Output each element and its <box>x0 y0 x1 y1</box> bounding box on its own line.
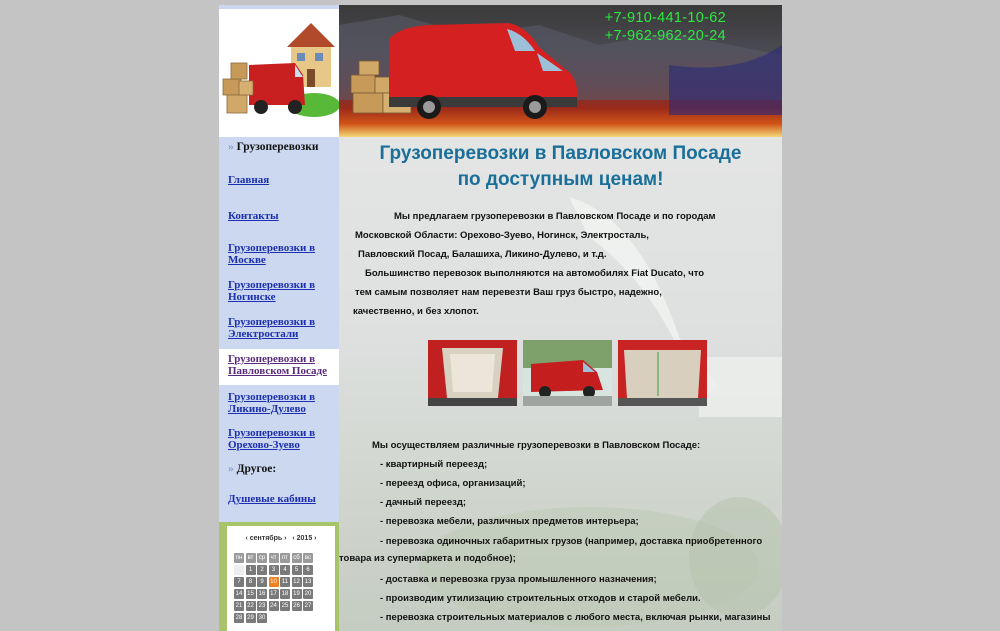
sidebar-link-orekhovo-zuevo[interactable]: Грузоперевозки в Орехово-Зуево <box>228 427 316 451</box>
intro-line-2: Московской Области: Орехово-Зуево, Ногинск, Электросталь, <box>355 230 649 241</box>
calendar-day[interactable]: 4 <box>280 565 290 575</box>
calendar-day[interactable]: 21 <box>235 603 243 609</box>
prev-month-icon[interactable]: ‹ <box>245 535 248 542</box>
calendar-weekday: вт <box>246 553 256 563</box>
intro-line-3: Павловский Посад, Балашиха, Ликино-Дулево, и т.д. <box>358 249 607 260</box>
logo-image[interactable] <box>219 5 339 137</box>
calendar-day[interactable]: 2 <box>257 565 267 575</box>
sidebar-nav <box>219 137 339 522</box>
calendar-day[interactable]: 30 <box>258 615 266 621</box>
intro-line-5: тем самым позволяет нам перевезти Ваш груз быстро, надежно, <box>355 287 662 298</box>
phone-2: +7-962-962-20-24 <box>604 28 726 44</box>
calendar-weekday: вс <box>304 555 312 561</box>
service-item: - перевозка одиночных габаритных грузов (например, доставка приобретенного <box>380 536 763 547</box>
calendar-day[interactable]: 3 <box>269 565 279 575</box>
calendar-day[interactable]: 29 <box>247 615 254 621</box>
sidebar-link-shower-cabins[interactable]: Душевые кабины <box>228 493 316 505</box>
calendar-weekday: сб <box>293 555 300 561</box>
calendar-day[interactable]: 8 <box>246 577 256 587</box>
next-month-icon[interactable]: › <box>284 535 287 542</box>
calendar-year: 2015 <box>296 535 313 542</box>
calendar-day[interactable]: 6 <box>303 565 313 575</box>
sidebar-link-noginsk[interactable]: Грузоперевозки в Ногинске <box>228 279 316 303</box>
service-item: - перевозка строительных материалов с любого места, включая рынки, магазины <box>380 612 771 623</box>
calendar-day[interactable]: 18 <box>281 591 289 597</box>
calendar-day[interactable]: 7 <box>234 577 244 587</box>
photo-van-interior[interactable] <box>428 340 517 406</box>
sidebar-link-elektrostal[interactable]: Грузоперевозки в Электростали <box>228 316 316 340</box>
service-item-continued: товара из супермаркета и подобное); <box>339 553 516 564</box>
calendar-day[interactable]: 23 <box>258 603 266 609</box>
calendar-day[interactable]: 11 <box>281 579 289 585</box>
page-title: Грузоперевозки в Павловском Посаде по доступным ценам! <box>379 143 742 190</box>
calendar-day[interactable]: 13 <box>304 579 312 585</box>
intro-line-1: Мы предлагаем грузоперевозки в Павловском Посаде и по городам <box>394 211 716 222</box>
calendar-day[interactable]: 28 <box>235 615 243 621</box>
main-content <box>339 137 782 631</box>
calendar-day[interactable]: 25 <box>281 603 289 609</box>
phone-numbers <box>605 9 726 45</box>
calendar-panel <box>227 526 335 631</box>
photo-van-exterior[interactable] <box>523 340 612 406</box>
calendar-weekday: чт <box>269 553 279 563</box>
calendar-day[interactable]: 12 <box>293 579 300 585</box>
logo-van-house-icon <box>219 9 339 133</box>
calendar-day[interactable]: 20 <box>304 591 312 597</box>
calendar-day[interactable]: 16 <box>258 591 266 597</box>
sidebar-link-moscow[interactable]: Грузоперевозки в Москве <box>228 242 316 266</box>
calendar-grid <box>234 553 313 623</box>
calendar-day[interactable]: 22 <box>247 603 254 609</box>
service-item: - перевозка мебели, различных предметов интерьера; <box>380 516 639 527</box>
calendar-widget <box>219 522 339 631</box>
bullet-arrow-icon: » <box>228 463 237 475</box>
service-item: - дачный переезд; <box>380 497 467 508</box>
calendar-day[interactable]: 26 <box>293 603 300 609</box>
calendar-day[interactable]: 27 <box>304 603 312 609</box>
sidebar-link-pavlovsky-posad[interactable]: Грузоперевозки в Павловском Посаде <box>219 349 339 385</box>
sidebar-link-likino-dulevo[interactable]: Грузоперевозки в Ликино-Дулево <box>228 391 316 415</box>
sidebar-link-home[interactable]: Главная <box>228 174 270 186</box>
calendar-weekday: ср <box>258 555 266 561</box>
sidebar-heading-other: » Другое: <box>228 463 277 475</box>
service-item: - переезд офиса, организаций; <box>380 478 526 489</box>
next-year-icon[interactable]: › <box>314 535 317 542</box>
calendar-day[interactable]: 24 <box>270 603 277 609</box>
calendar-day[interactable]: 19 <box>293 591 300 597</box>
service-item: - производим утилизацию строительных отходов и старой мебели. <box>380 593 701 604</box>
service-item: - доставка и перевозка груза промышленного назначения; <box>380 574 657 585</box>
calendar-day[interactable]: 1 <box>246 565 256 575</box>
intro-line-6: качественно, и без хлопот. <box>353 306 479 317</box>
calendar-day[interactable]: 10 <box>270 579 277 585</box>
calendar-day[interactable]: 14 <box>235 591 243 597</box>
calendar-empty-cell <box>234 565 244 575</box>
site-container <box>219 5 782 631</box>
header-banner <box>339 5 782 137</box>
service-item: - квартирный переезд; <box>380 459 488 470</box>
photo-van-cargo-area[interactable] <box>618 340 707 406</box>
calendar-day[interactable]: 9 <box>257 577 267 587</box>
calendar-weekday: пн <box>235 555 243 561</box>
calendar-header <box>227 535 335 545</box>
phone-1: +7-910-441-10-62 <box>604 10 726 26</box>
calendar-month: сентябрь <box>249 535 283 542</box>
prev-year-icon[interactable]: ‹ <box>292 535 295 542</box>
sidebar-link-contacts[interactable]: Контакты <box>228 210 279 222</box>
calendar-day[interactable]: 15 <box>247 591 254 597</box>
services-intro: Мы осуществляем различные грузоперевозки в Павловском Посаде: <box>372 440 701 451</box>
intro-line-4: Большинство перевозок выполняются на автомобилях Fiat Ducato, что <box>365 268 705 279</box>
calendar-day[interactable]: 5 <box>292 565 302 575</box>
calendar-day[interactable]: 17 <box>270 591 277 597</box>
sidebar-heading-main: » Грузоперевозки <box>228 141 319 153</box>
bullet-arrow-icon: » <box>228 141 237 153</box>
calendar-weekday: пт <box>282 555 288 561</box>
